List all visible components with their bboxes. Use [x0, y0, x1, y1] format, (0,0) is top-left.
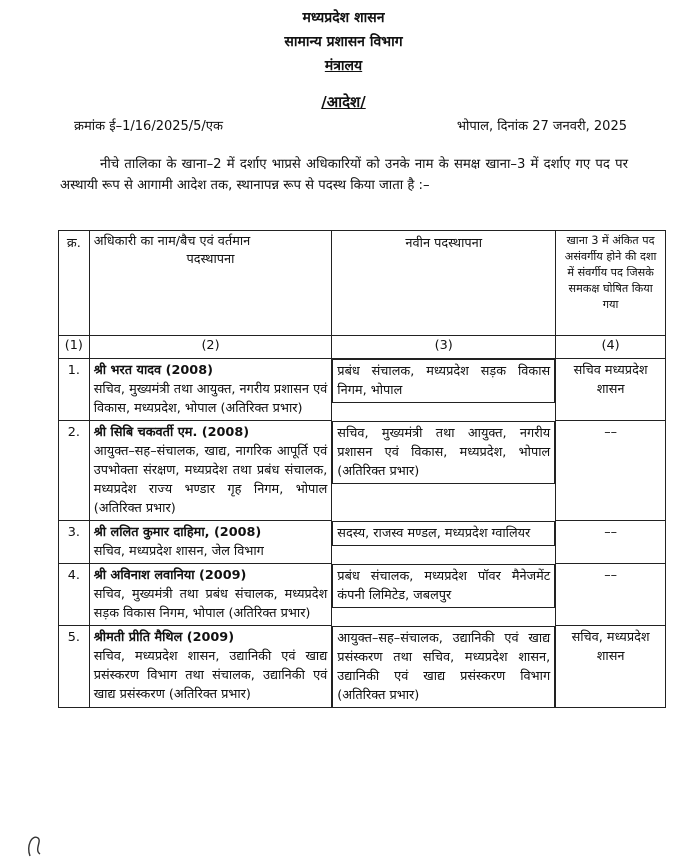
current-posting: सचिव, मुख्यमंत्री तथा प्रबंध संचालक, मध्यप्रदेश सड़क विकास निगम, भोपाल (अतिरिक्त प्रभार) [93, 587, 328, 621]
table-row [59, 359, 666, 421]
row-serial: 5. [59, 626, 90, 708]
officer-cell [89, 521, 332, 564]
table-row [59, 564, 666, 626]
row-serial: 3. [59, 521, 90, 564]
order-title: /आदेश/ [321, 93, 366, 111]
officer-name: श्री ललित कुमार दाहिमा, (2008) [93, 525, 262, 540]
officer-name: श्रीमती प्रीति मैथिल (2009) [93, 630, 235, 645]
equivalent-post: –– [556, 521, 666, 564]
officer-cell [89, 421, 332, 521]
officer-name: श्री भरत यादव (2008) [93, 363, 213, 378]
current-posting: सचिव, मध्यप्रदेश शासन, उद्यानिकी एवं खाद्य प्रसंस्करण विभाग तथा संचालक, उद्यानिकी एवं खाद्य प्रसंस्करण (अतिरिक्त प्रभार) [93, 649, 328, 702]
new-posting: सचिव, मुख्यमंत्री तथा आयुक्त, नगरीय प्रशासन एवं विकास, मध्यप्रदेश, भोपाल (अतिरिक्त प्रभार) [332, 421, 555, 484]
header-ministry: मंत्रालय [324, 58, 363, 74]
current-posting: आयुक्त–सह–संचालक, खाद्य, नागरिक आपूर्ति एवं उपभोक्ता संरक्षण, मध्यप्रदेश तथा प्रबंध संचालक, मध्यप्रदेश राज्य भण्डार गृह निगम, भोपाल (अतिरिक्त प्रभार) [93, 444, 328, 516]
header-government: मध्यप्रदेश शासन [302, 10, 385, 26]
column-number: (1) [59, 336, 90, 359]
current-posting: सचिव, मुख्यमंत्री तथा आयुक्त, नगरीय प्रशासन एवं विकास, मध्यप्रदेश, भोपाल (अतिरिक्त प्रभार) [93, 382, 328, 416]
column-number: (2) [89, 336, 332, 359]
order-introduction [60, 154, 628, 196]
new-posting: सदस्य, राजस्व मण्डल, मध्यप्रदेश ग्वालियर [332, 521, 555, 546]
header-new-posting: नवीन पदस्थापना [332, 231, 556, 336]
intro-text: नीचे तालिका के खाना–2 में दर्शाए भाप्रसे अधिकारियों को उनके नाम के समक्ष खाना–3 में दर्शाए गए पद पर अस्थायी रूप से आगामी आदेश तक, स्थानापन्न रूप से पदस्थ किया जाता है :– [60, 157, 628, 193]
signature-mark [22, 828, 52, 858]
equivalent-post: सचिव मध्यप्रदेश शासन [556, 359, 666, 421]
officer-name: श्री अविनाश लवानिया (2009) [93, 568, 247, 583]
officer-cell [89, 359, 332, 421]
column-number-row [59, 336, 666, 359]
current-posting: सचिव, मध्यप्रदेश शासन, जेल विभाग [93, 544, 264, 559]
header-officer [89, 231, 332, 336]
column-number: (3) [332, 336, 556, 359]
header-officer-line2: पदस्थापना [186, 252, 235, 267]
column-number: (4) [556, 336, 666, 359]
header-officer-line1: अधिकारी का नाम/बैच एवं वर्तमान [93, 234, 251, 249]
row-serial: 1. [59, 359, 90, 421]
posting-table [58, 230, 666, 708]
header-equivalent-post: खाना 3 में अंकित पद असंवर्गीय होने की दशा में संवर्गीय पद जिसके समकक्ष घोषित किया गया [556, 231, 666, 336]
order-reference-number: क्रमांक ई–1/16/2025/5/एक [74, 119, 223, 134]
row-serial: 4. [59, 564, 90, 626]
header-department: सामान्य प्रशासन विभाग [284, 34, 403, 50]
equivalent-post: –– [556, 421, 666, 521]
new-posting: प्रबंध संचालक, मध्यप्रदेश सड़क विकास निगम, भोपाल [332, 359, 555, 403]
officer-cell [89, 564, 332, 626]
equivalent-post: –– [556, 564, 666, 626]
new-posting: प्रबंध संचालक, मध्यप्रदेश पॉवर मैनेजमेंट कंपनी लिमिटेड, जबलपुर [332, 564, 555, 608]
table-row [59, 626, 666, 708]
officer-cell [89, 626, 332, 708]
new-posting: आयुक्त–सह–संचालक, उद्यानिकी एवं खाद्य प्रसंस्करण तथा सचिव, मध्यप्रदेश शासन, उद्यानिकी एवं खाद्य प्रसंस्करण विभाग (अतिरिक्त प्रभार) [332, 626, 555, 708]
place-and-date: भोपाल, दिनांक 27 जनवरी, 2025 [456, 119, 627, 134]
equivalent-post: सचिव, मध्यप्रदेश शासन [556, 626, 666, 708]
header-serial: क्र. [59, 231, 90, 336]
table-row [59, 421, 666, 521]
table-row [59, 521, 666, 564]
table-header-row [59, 231, 666, 336]
officer-name: श्री सिबि चकवर्ती एम. (2008) [93, 425, 250, 440]
row-serial: 2. [59, 421, 90, 521]
